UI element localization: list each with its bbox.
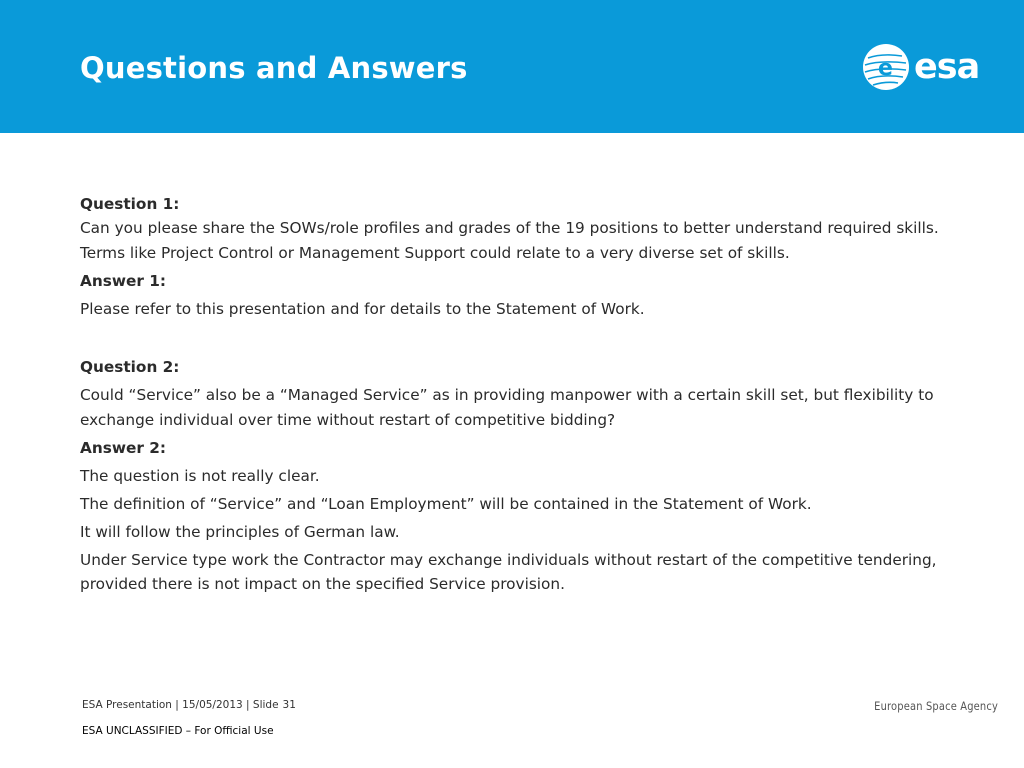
esa-globe-icon bbox=[863, 44, 909, 90]
question-text: Could “Service” also be a “Managed Service” as in providing manpower with a certain skill set, but flexibility to exchange individual over time without restart of competitive bidding? bbox=[80, 386, 934, 429]
answer-label: Answer 2: bbox=[80, 439, 166, 457]
footer-meta bbox=[82, 699, 296, 711]
esa-wordmark: esa bbox=[914, 47, 980, 87]
slide-number: 31 bbox=[282, 699, 296, 711]
answer-line: The question is not really clear. bbox=[80, 467, 320, 485]
spacer bbox=[80, 325, 946, 355]
answer-line: The definition of “Service” and “Loan Employment” will be contained in the Statement of Work. bbox=[80, 495, 812, 513]
question-label: Question 1: bbox=[80, 195, 180, 213]
answer-label: Answer 1: bbox=[80, 272, 166, 290]
answer-line: Under Service type work the Contractor may exchange individuals without restart of the competitive tendering, provided there is not impact on the specified Service provision. bbox=[80, 551, 937, 593]
agency-name: European Space Agency bbox=[874, 699, 998, 713]
question-text: Can you please share the SOWs/role profiles and grades of the 19 positions to better understand required skills. Terms like Project Control or Management Support could relate to a very diverse set of skills. bbox=[80, 219, 939, 262]
answer-line: It will follow the principles of German law. bbox=[80, 523, 400, 541]
qa-content bbox=[80, 192, 946, 600]
qa-block-1 bbox=[80, 192, 946, 321]
classification-label: ESA UNCLASSIFIED – For Official Use bbox=[82, 725, 274, 737]
answer-line: Please refer to this presentation and for details to the Statement of Work. bbox=[80, 300, 645, 318]
svg-text:e: e bbox=[878, 56, 893, 81]
slide-title: Questions and Answers bbox=[80, 51, 468, 85]
footer-meta-text: ESA Presentation | 15/05/2013 | Slide bbox=[82, 699, 279, 711]
qa-block-2 bbox=[80, 355, 946, 596]
question-label: Question 2: bbox=[80, 358, 180, 376]
esa-logo bbox=[862, 40, 1002, 94]
